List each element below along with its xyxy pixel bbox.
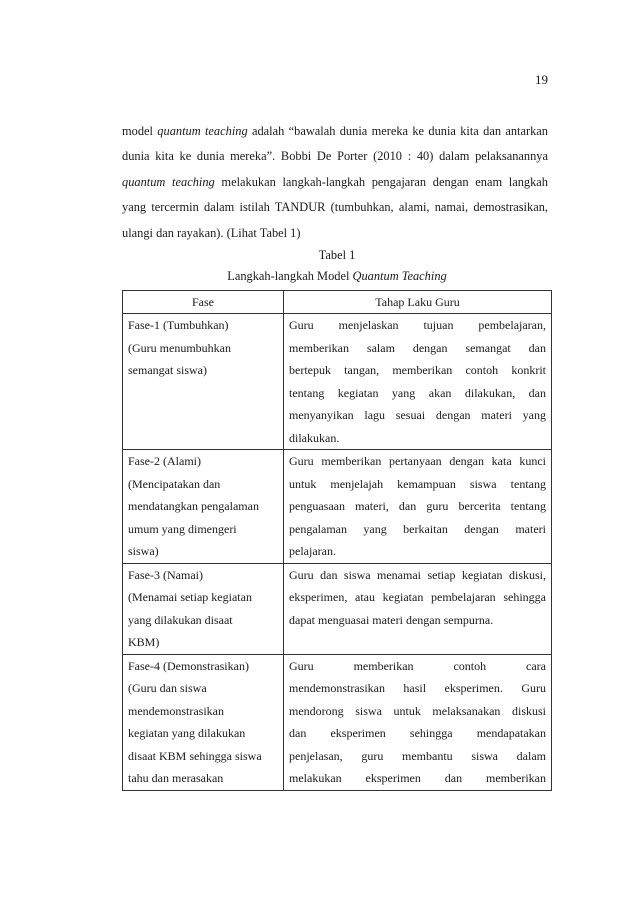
table-row [123,563,552,654]
tahap-cell: Guru menjelaskan tujuan pembelajaran, memberikan salam dengan semangat dan bertepuk tangan, memberikan contoh konkrit tentang kegiatan yang akan dilakukan, dan menyanyikan lagu sesuai dengan materi yang dilakukan. [284,314,552,450]
header-fase: Fase [123,291,284,314]
paragraph-line: quantum teaching melakukan langkah-langkah pengajaran dengan enam langkah [122,174,548,189]
table-row [123,314,552,450]
paragraph-line: model quantum teaching adalah “bawalah dunia mereka ke dunia kita dan antarkan [122,124,548,138]
fase-cell: Fase-3 (Namai) (Menamai setiap kegiatan yang dilakukan disaat KBM) [123,563,284,654]
fase-cell: Fase-4 (Demonstrasikan) (Guru dan siswa mendemonstrasikan kegiatan yang dilakukan disaat KBM sehingga siswa tahu dan merasakan [123,654,284,790]
fase-cell: Fase-2 (Alami) (Mencipatakan dan mendatangkan pengalaman umum yang dimengeri siswa) [123,450,284,564]
table-body [123,314,552,791]
page-number: 19 [535,72,548,87]
table-header-row [123,291,552,314]
header-tahap: Tahap Laku Guru [284,291,552,314]
steps-table [122,290,552,791]
table-row [123,654,552,790]
tahap-cell: Guru memberikan contoh cara mendemonstrasikan hasil eksperimen. Guru mendorong siswa untuk melaksanakan diskusi dan eksperimen sehingga mendapatakan penjelasan, guru membantu siswa dalam melakukan eksperimen dan memberikan [284,654,552,790]
tahap-cell: Guru dan siswa menamai setiap kegiatan diskusi, eksperimen, atau kegiatan pembelajaran sehingga dapat menguasai materi dengan sempurna. [284,563,552,654]
table-caption-title: Tabel 1 [318,248,356,262]
fase-cell: Fase-1 (Tumbuhkan) (Guru menumbuhkan semangat siswa) [123,314,284,450]
tahap-cell: Guru memberikan pertanyaan dengan kata kunci untuk menjelajah kemampuan siswa tentang penguasaan materi, dan guru bercerita tentang pengalaman yang berkaitan dengan materi pelajaran. [284,450,552,564]
paragraph-line: ulangi dan rayakan). (Lihat Tabel 1) [122,225,301,240]
paragraph-line: yang tercermin dalam istilah TANDUR (tumbuhkan, alami, namai, demostrasikan, [122,200,548,215]
body-paragraph [122,119,548,246]
subtitle-italic: Quantum Teaching [352,269,447,283]
table-row [123,450,552,564]
subtitle-prefix: Langkah-langkah Model [227,269,353,283]
paragraph-line: dunia kita ke dunia mereka”. Bobbi De Porter (2010 : 40) dalam pelaksanannya [122,149,548,164]
table-caption-subtitle [122,269,552,284]
